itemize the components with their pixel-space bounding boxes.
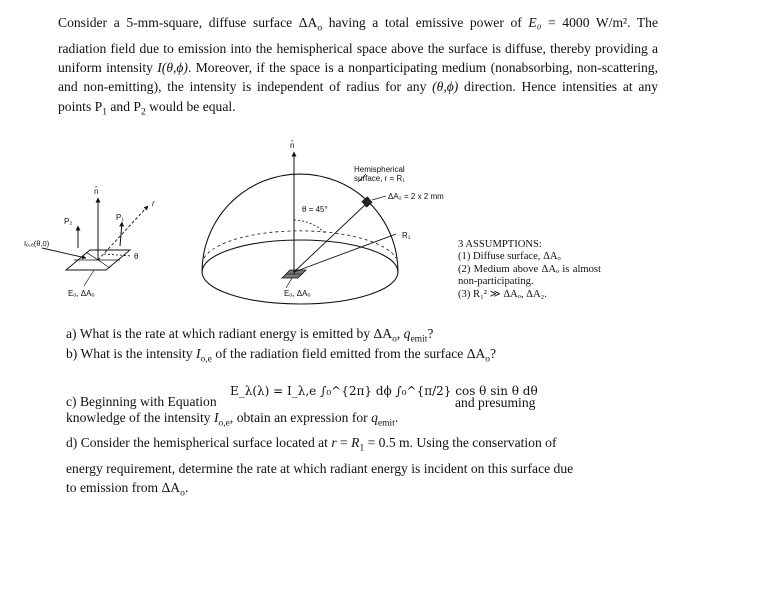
r-label: r: [152, 199, 155, 208]
assumptions-heading: 3 ASSUMPTIONS:: [458, 239, 542, 250]
intro-sub-2: 2: [140, 107, 146, 118]
qd-text-2: = 0.5 m. Using the conservation of energy requirement, determine the rate at which radiant energy is incident on this surface due to emission from ΔA: [66, 435, 574, 496]
Eo-label-left: Eₒ, ΔAₒ: [68, 289, 95, 298]
qa-q: q: [403, 326, 411, 341]
qb-text-2: of the radiation field emitted from the surface ΔA: [211, 346, 486, 361]
angle-arc: [294, 220, 326, 234]
qc-q-sub: emit: [377, 418, 395, 429]
hemisphere-diagram: [202, 141, 444, 304]
R1-label: R₁: [402, 231, 411, 240]
dA2-patch: [361, 196, 372, 207]
intro-text-6: and P: [106, 98, 141, 114]
qc-line2-text: knowledge of the intensity: [66, 410, 214, 425]
qa-text: a) What is the rate at which radiant energy is emitted by ΔA: [66, 326, 393, 341]
direction-line: [294, 204, 366, 272]
qc-equation: E_λ(λ) = I_λ,e ∫₀^{2π} dϕ ∫₀^{π/2} cos θ sin θ dθ: [230, 384, 538, 398]
intro-sub-1: 1: [102, 107, 107, 118]
qb-I-sub: o,e: [200, 354, 212, 365]
qc-presume: and presuming: [455, 395, 536, 410]
qa-sub-o: o: [392, 334, 397, 345]
question-b: [66, 344, 496, 370]
hemi-label-line2: surface, r = R₁: [354, 174, 405, 183]
assumption-3: (3) R₁² ≫ ΔAₒ, ΔA₂.: [458, 288, 547, 300]
intro-text-1: Consider a 5-mm-square, diffuse surface ΔA: [58, 15, 318, 30]
intro-direction: (θ,ϕ): [432, 79, 459, 95]
assumption-2: (2) Medium above ΔAₒ is almost non-participating.: [458, 263, 601, 288]
qc-I: I: [214, 410, 219, 425]
n-hat-left: n̂: [94, 187, 99, 196]
qd-sub-o: o: [180, 488, 185, 499]
qd-end: .: [184, 480, 189, 496]
hemi-label-line1: Hemispherical: [354, 165, 405, 174]
qb-I: I: [196, 346, 201, 361]
intro-text-5: direction. Hence intensities at any points P: [58, 79, 659, 114]
assumptions-box: [458, 239, 601, 301]
dA2-leader: [372, 196, 386, 200]
intensity-arrow: [42, 248, 86, 258]
qd-R-sub: 1: [359, 443, 365, 454]
qd-R: R: [351, 435, 360, 450]
qa-comma: ,: [396, 326, 404, 341]
qc-line2: [66, 408, 586, 434]
Eo-leader-left: [84, 270, 94, 286]
qb-text: b) What is the intensity: [66, 346, 197, 361]
left-diagram: [24, 187, 155, 298]
qc-I-sub: o,e: [218, 418, 230, 429]
qc-line2-mid: , obtain an expression for: [229, 410, 372, 425]
theta-label-left: θ: [134, 252, 139, 261]
intro-text-7: would be equal.: [145, 98, 236, 114]
intro-text-2: having a total emissive power of: [322, 15, 529, 30]
radiation-figure: [24, 138, 464, 310]
qa-q-sub: emit: [410, 334, 428, 345]
qb-end: ?: [490, 346, 497, 361]
qc-text: c) Beginning with Equation: [66, 394, 217, 409]
theta-dash: [104, 254, 132, 256]
P2-label: P₂: [64, 217, 73, 226]
qd-r: r: [331, 435, 337, 450]
hemisphere-arc: [202, 174, 398, 272]
qc-q: q: [371, 410, 378, 425]
qa-end: ?: [427, 326, 434, 341]
qb-sub-o: o: [485, 354, 491, 365]
intro-paragraph: [58, 13, 658, 122]
assumption-1: (1) Diffuse surface, ΔAₒ: [458, 251, 561, 263]
angle-label: θ = 45°: [302, 205, 328, 214]
Eo-leader-center: [286, 278, 292, 288]
intro-E0: E₀: [528, 15, 542, 30]
Eo-label-center: Eₒ, ΔAₒ: [284, 289, 311, 298]
qd-text: d) Consider the hemispherical surface located at: [66, 435, 332, 450]
intro-text-3: = 4000 W/m². The radiation field due to emission into the hemispherical space above the surface is diffuse, thereby providing a uniform intensity: [58, 15, 658, 76]
intro-intensity: I(θ,ϕ): [157, 60, 188, 76]
qd-eq: =: [336, 435, 352, 450]
intro-text-4: . Moreover, if the space is a nonparticipating medium (nonabsorbing, non-scattering, and non-emitting), the intensity is independent of radius for any: [58, 60, 658, 95]
intensity-label: Iₒ,ₑ(θ,0): [24, 239, 50, 248]
qc-end: .: [394, 410, 399, 425]
question-d: [66, 433, 586, 504]
P1-label: P₁: [116, 213, 125, 222]
n-hat-center: n̂: [290, 141, 295, 150]
intro-sub-o: o: [317, 23, 323, 34]
dA2-label: ΔA₂ = 2 x 2 mm: [388, 192, 444, 201]
